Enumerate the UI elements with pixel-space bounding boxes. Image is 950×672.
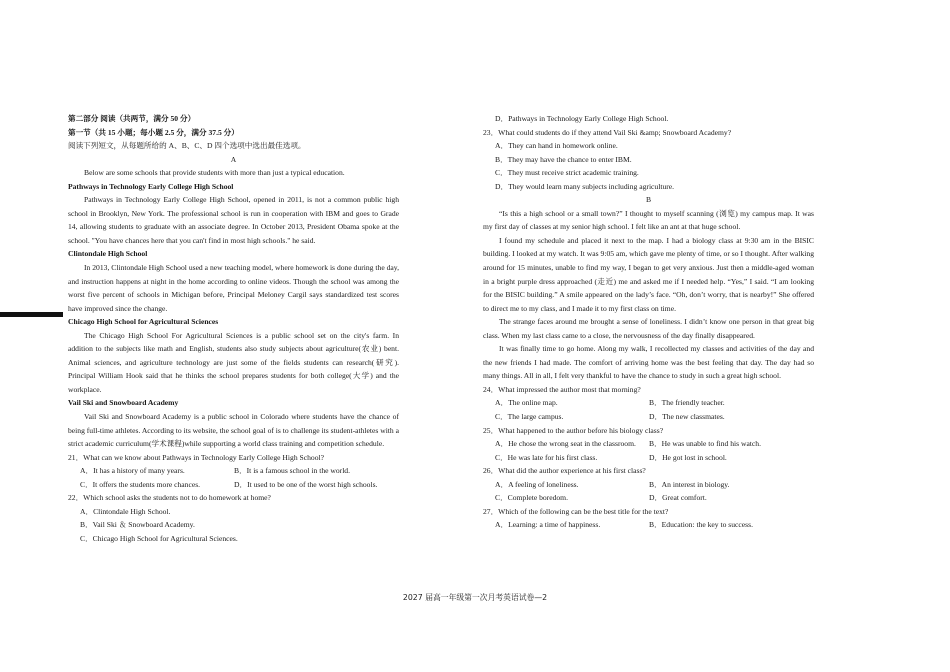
option-25-b: B．He was unable to find his watch. xyxy=(649,439,761,449)
question-27-options-row-1 xyxy=(483,518,814,532)
passage-b-label: B xyxy=(645,195,652,205)
option-27-b: B．Education: the key to success. xyxy=(649,520,753,530)
school-3-title: Chicago High School for Agricultural Sciences xyxy=(68,317,219,327)
right-column xyxy=(483,112,814,532)
passage-b-paragraph-2: I found my schedule and placed it next to the map. I had a biology class at 9:30 am in the BISIC building. I looked at my watch. It was 9:05 am, which gave me plenty of time, or so I thought. After walking around for 15 minutes, unable to find my way, I began to get very anxious. Just then a middle-aged woman in a bright purple dress approached (走近) me and asked me if I needed help. “Yes,” I said. “I am looking for the BISIC building.” A smile appeared on the lady’s face. “Oh, don’t worry, that is nearby!” She offered to direct me to my class, and I made it to my first class on time. xyxy=(483,235,814,313)
instruction-text: 阅读下列短文，从每题所给的 A、B、C、D 四个选项中选出最佳选项。 xyxy=(68,141,306,151)
question-25-options-row-2 xyxy=(483,451,814,465)
option-26-b: B．An interest in biology. xyxy=(649,479,730,489)
school-2-body: In 2013, Clintondale High School used a new teaching model, where homework is done during the day, and instruction happens at night in the home according to online videos. Though the school was among the worst five percent of schools in Michigan before, Principal Meloney Cargil says standardized test scores have improved since the change. xyxy=(68,263,399,313)
option-26-c: C．Complete boredom. xyxy=(495,493,568,503)
school-3-body: The Chicago High School For Agricultural Sciences is a public school set on the city's farm. In addition to the subjects like math and English, students also study subjects about agriculture(农业) bent. Animal sciences, and agriculture technology are just some of the fields students can research(研究). Principal William Hook said that he thinks the school prepares students for both college(大学) and the workplace. xyxy=(68,330,399,394)
option-23-a: A．They can hand in homework online. xyxy=(495,141,618,151)
option-21-d: D．It used to be one of the worst high schools. xyxy=(234,479,378,489)
option-25-c: C．He was late for his first class. xyxy=(495,452,598,462)
option-21-a: A．It has a history of many years. xyxy=(80,466,185,476)
option-25-a: A．He chose the wrong seat in the classroom. xyxy=(495,439,636,449)
passage-b-paragraph-4: It was finally time to go home. Along my walk, I recollected my classes and activities of the day and the new friends I had made. The comfort of arriving home was the best feeling that day. The day had so many things. All in all, I felt very thankful to have the chance to study in such a great high school. xyxy=(483,344,814,381)
option-27-a: A．Learning: a time of happiness. xyxy=(495,520,601,530)
option-24-d: D．The new classmates. xyxy=(649,412,725,422)
question-27: 27．Which of the following can be the best title for the text? xyxy=(483,506,669,516)
passage-a-label: A xyxy=(230,154,237,164)
option-24-c: C．The large campus. xyxy=(495,412,564,422)
question-25-options-row-1 xyxy=(483,437,814,451)
question-21-options-row-1 xyxy=(68,464,399,478)
passage-b-paragraph-3: The strange faces around me brought a sense of loneliness. I didn’t know one person in that great big class. When my last class came to a close, the nervousness of the day finally disappeared. xyxy=(483,317,814,340)
school-4-title: Vail Ski and Snowboard Academy xyxy=(68,398,179,408)
question-22: 22．Which school asks the students not to do homework at home? xyxy=(68,493,271,503)
option-21-c: C．It offers the students more chances. xyxy=(80,479,201,489)
question-23: 23．What could students do if they attend Vail Ski &amp; Snowboard Academy? xyxy=(483,127,732,137)
option-24-b: B．The friendly teacher. xyxy=(649,398,725,408)
school-1-body: Pathways in Technology Early College High School, opened in 2011, is not a common public high school in Brooklyn, New York. The professional school is run in cooperation with IBM and goes to Grade 14, allowing students to graduate with an associate degree. In October 2013, President Obama spoke at the school. "You have chances here that you can't find in most high schools." he said. xyxy=(68,195,399,245)
option-26-d: D．Great comfort. xyxy=(649,493,707,503)
option-22-a: A．Clintondale High School. xyxy=(80,506,171,516)
option-23-d: D．They would learn many subjects including agriculture. xyxy=(495,181,675,191)
option-23-c: C．They must receive strict academic training. xyxy=(495,168,639,178)
question-21-options-row-2 xyxy=(68,478,399,492)
option-22-b: B．Vail Ski ＆ Snowboard Academy. xyxy=(80,520,195,530)
school-1-title: Pathways in Technology Early College High School xyxy=(68,181,234,191)
question-24-options-row-2 xyxy=(483,410,814,424)
option-22-c: C．Chicago High School for Agricultural Sciences. xyxy=(80,533,238,543)
question-24-options-row-1 xyxy=(483,396,814,410)
option-26-a: A．A feeling of loneliness. xyxy=(495,479,579,489)
margin-marker-bar xyxy=(0,312,63,317)
option-21-b: B．It is a famous school in the world. xyxy=(234,466,351,476)
school-4-body: Vail Ski and Snowboard Academy is a public school in Colorado where students have the chance of being full-time athletes. According to its website, the school goal of is to challenge its student-athletes with a strict academic curriculum(学术课程)while supporting a world class training and competition schedule. xyxy=(68,412,399,449)
section-heading: 第一节（共 15 小题；每小题 2.5 分，满分 37.5 分） xyxy=(68,127,239,137)
option-24-a: A．The online map. xyxy=(495,398,558,408)
option-22-d: D．Pathways in Technology Early College High School. xyxy=(495,114,669,123)
question-26: 26．What did the author experience at his first class? xyxy=(483,466,646,476)
left-column xyxy=(68,112,399,546)
question-26-options-row-2 xyxy=(483,491,814,505)
question-26-options-row-1 xyxy=(483,478,814,492)
question-21: 21．What can we know about Pathways in Technology Early College High School? xyxy=(68,452,324,462)
page-footer: 2027 届高一年级第一次月考英语试卷—2 xyxy=(402,593,548,602)
option-23-b: B．They may have the chance to enter IBM. xyxy=(495,154,632,164)
question-25: 25．What happened to the author before his biology class? xyxy=(483,425,664,435)
option-25-d: D．He got lost in school. xyxy=(649,452,727,462)
school-2-title: Clintondale High School xyxy=(68,249,148,259)
part-heading: 第二部分 阅读（共两节，满分 50 分） xyxy=(68,114,196,123)
passage-a-intro: Below are some schools that provide students with more than just a typical education. xyxy=(84,168,345,178)
passage-b-paragraph-1: “Is this a high school or a small town?” I thought to myself scanning (浏览) my campus map. It was my first day of classes at my senior high school. I felt like an ant at that huge school. xyxy=(483,208,814,232)
question-24: 24．What impressed the author most that morning? xyxy=(483,384,641,394)
